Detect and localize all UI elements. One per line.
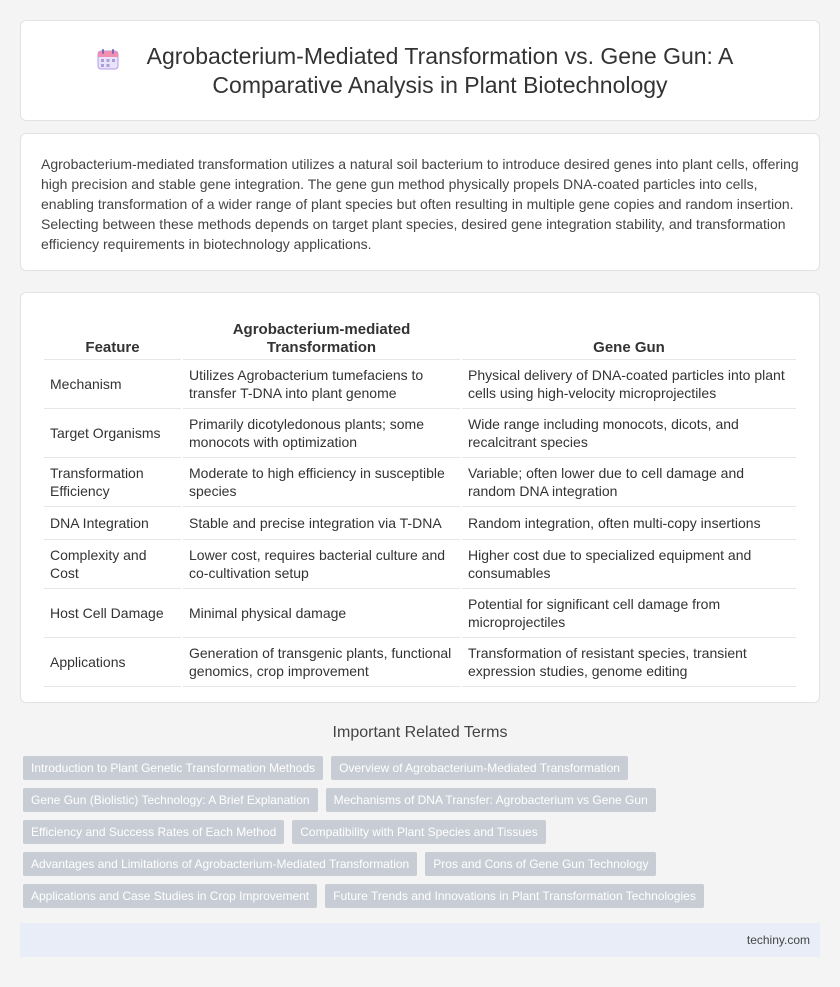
table-cell-feature: Applications bbox=[44, 638, 181, 687]
related-term-tag[interactable]: Introduction to Plant Genetic Transformation Methods bbox=[23, 756, 323, 780]
related-term-tag[interactable]: Pros and Cons of Gene Gun Technology bbox=[425, 852, 656, 876]
footer-site-link[interactable]: techiny.com bbox=[746, 933, 810, 947]
table-cell-agrobacterium: Moderate to high efficiency in susceptible species bbox=[183, 458, 460, 507]
column-header-agrobacterium: Agrobacterium-mediated Transformation bbox=[183, 313, 460, 360]
related-term-tag[interactable]: Efficiency and Success Rates of Each Method bbox=[23, 820, 284, 844]
related-terms-list bbox=[23, 756, 823, 916]
table-cell-feature: Transformation Efficiency bbox=[44, 458, 181, 507]
related-term-tag[interactable]: Gene Gun (Biolistic) Technology: A Brief Explanation bbox=[23, 788, 318, 812]
table-cell-gene-gun: Higher cost due to specialized equipment and consumables bbox=[462, 540, 796, 589]
table-cell-feature: Host Cell Damage bbox=[44, 589, 181, 638]
table-cell-agrobacterium: Lower cost, requires bacterial culture and co-cultivation setup bbox=[183, 540, 460, 589]
table-cell-feature: DNA Integration bbox=[44, 507, 181, 540]
summary-text: Agrobacterium-mediated transformation utilizes a natural soil bacterium to introduce desired genes into plant cells, offering high precision and stable gene integration. The gene gun method physically propels DNA-coated particles into cells, enabling transformation of a wider range of plant species but often resulting in multiple gene copies and random insertion. Selecting between these methods depends on target plant species, desired gene integration stability, and transformation efficiency requirements in biotechnology applications. bbox=[41, 156, 799, 252]
table-cell-gene-gun: Variable; often lower due to cell damage and random DNA integration bbox=[462, 458, 796, 507]
column-header-feature: Feature bbox=[44, 313, 181, 360]
comparison-table bbox=[42, 313, 798, 687]
related-term-tag[interactable]: Future Trends and Innovations in Plant Transformation Technologies bbox=[325, 884, 704, 908]
table-cell-gene-gun: Physical delivery of DNA-coated particles into plant cells using high-velocity microprojectiles bbox=[462, 360, 796, 409]
table-row bbox=[44, 360, 796, 409]
summary-card bbox=[20, 133, 820, 271]
table-row bbox=[44, 589, 796, 638]
table-row bbox=[44, 409, 796, 458]
table-cell-gene-gun: Transformation of resistant species, transient expression studies, genome editing bbox=[462, 638, 796, 687]
table-cell-feature: Target Organisms bbox=[44, 409, 181, 458]
comparison-table-card bbox=[20, 292, 820, 703]
table-cell-gene-gun: Random integration, often multi-copy insertions bbox=[462, 507, 796, 540]
table-cell-feature: Mechanism bbox=[44, 360, 181, 409]
related-term-tag[interactable]: Mechanisms of DNA Transfer: Agrobacterium vs Gene Gun bbox=[326, 788, 656, 812]
table-cell-agrobacterium: Utilizes Agrobacterium tumefaciens to transfer T-DNA into plant genome bbox=[183, 360, 460, 409]
table-cell-feature: Complexity and Cost bbox=[44, 540, 181, 589]
table-row bbox=[44, 638, 796, 687]
table-header-row bbox=[44, 313, 796, 360]
related-term-tag[interactable]: Advantages and Limitations of Agrobacterium-Mediated Transformation bbox=[23, 852, 417, 876]
table-cell-agrobacterium: Primarily dicotyledonous plants; some monocots with optimization bbox=[183, 409, 460, 458]
table-cell-gene-gun: Wide range including monocots, dicots, and recalcitrant species bbox=[462, 409, 796, 458]
table-cell-agrobacterium: Generation of transgenic plants, functional genomics, crop improvement bbox=[183, 638, 460, 687]
header-card bbox=[20, 20, 820, 121]
footer bbox=[20, 923, 820, 957]
page-title: Agrobacterium-Mediated Transformation vs. Gene Gun: A Comparative Analysis in Plant Biotechnology bbox=[146, 42, 734, 98]
column-header-gene-gun: Gene Gun bbox=[462, 313, 796, 360]
table-cell-agrobacterium: Stable and precise integration via T-DNA bbox=[183, 507, 460, 540]
related-term-tag[interactable]: Compatibility with Plant Species and Tissues bbox=[292, 820, 545, 844]
related-term-tag[interactable]: Applications and Case Studies in Crop Improvement bbox=[23, 884, 317, 908]
table-cell-gene-gun: Potential for significant cell damage from microprojectiles bbox=[462, 589, 796, 638]
table-cell-agrobacterium: Minimal physical damage bbox=[183, 589, 460, 638]
table-row bbox=[44, 540, 796, 589]
table-row bbox=[44, 458, 796, 507]
related-term-tag[interactable]: Overview of Agrobacterium-Mediated Transformation bbox=[331, 756, 628, 780]
table-row bbox=[44, 507, 796, 540]
related-terms-heading: Important Related Terms bbox=[332, 724, 508, 741]
